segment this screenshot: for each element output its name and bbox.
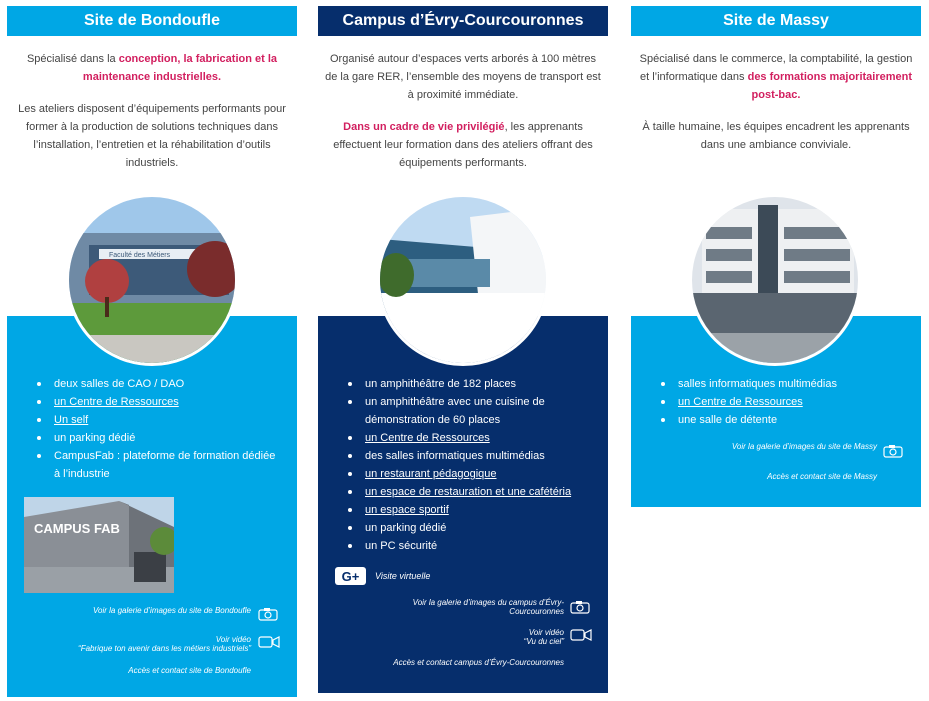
campusfab-photo	[24, 497, 174, 593]
list-item: une salle de détente	[661, 411, 907, 429]
massy-intro-highlight: des formations majoritairement post-bac.	[747, 71, 913, 101]
massy-intro-text: Spécialisé dans le commerce, la comptabilité, la gestion et l’informatique dans	[639, 53, 913, 83]
evry-intro-text: , les apprenants effectuent leur formation dans des ateliers offrant des équipements performants.	[333, 121, 593, 169]
massy-contact-link[interactable]: Accès et contact site de Massy	[767, 472, 877, 481]
video-link-label: Voir vidéo	[215, 635, 251, 644]
massy-gallery-link[interactable]: Voir la galerie d’images du site de Massy	[731, 442, 877, 451]
list-item-link[interactable]: Un self	[37, 411, 283, 429]
massy-title: Site de Massy	[631, 6, 921, 36]
list-item: deux salles de CAO / DAO	[37, 375, 283, 393]
list-item: des salles informatiques multimédias	[348, 447, 594, 465]
virtual-visit-link[interactable]: Visite virtuelle	[375, 571, 431, 581]
list-item: un PC sécurité	[348, 537, 594, 555]
camera-icon[interactable]	[883, 444, 903, 458]
evry-column	[318, 0, 608, 186]
bondoufle-building-photo	[66, 194, 238, 366]
evry-intro-1: Organisé autour d’espaces verts arborés à 100 mètres de la gare RER, l’ensemble des moyens de transport est à proximité immédiate.	[325, 53, 601, 101]
video-link-title: “Fabrique ton avenir dans les métiers industriels”	[78, 644, 251, 653]
camera-icon[interactable]	[570, 600, 590, 614]
bondoufle-intro-highlight: conception, la fabrication et la maintenance industrielles.	[82, 53, 278, 83]
video-link-title: “Vu du ciel”	[523, 637, 564, 646]
evry-building-photo	[377, 194, 549, 366]
list-item: salles informatiques multimédias	[661, 375, 907, 393]
video-link-label: Voir vidéo	[528, 628, 564, 637]
list-item: un amphithéâtre de 182 places	[348, 375, 594, 393]
list-item-link[interactable]: un Centre de Ressources	[348, 429, 594, 447]
list-item: un parking dédié	[348, 519, 594, 537]
evry-features-box	[318, 316, 608, 693]
evry-gallery-link[interactable]: Voir la galerie d’images du campus d’Évry-Courcouronnes	[412, 598, 564, 616]
evry-intro	[318, 36, 608, 172]
list-item: un amphithéâtre avec une cuisine de démonstration de 60 places	[348, 393, 594, 429]
bondoufle-column	[7, 0, 297, 186]
bondoufle-features-list	[37, 375, 283, 483]
bondoufle-title: Site de Bondoufle	[7, 6, 297, 36]
massy-intro	[631, 36, 921, 154]
massy-column	[631, 0, 921, 168]
video-camera-icon[interactable]	[258, 636, 280, 648]
list-item-link[interactable]: un restaurant pédagogique	[348, 465, 594, 483]
evry-contact-link[interactable]: Accès et contact campus d’Évry-Courcouronnes	[393, 658, 564, 667]
evry-video-link[interactable]	[364, 628, 564, 646]
bondoufle-features-box	[7, 316, 297, 697]
bondoufle-intro-2: Les ateliers disposent d’équipements performants pour former à la production de solutions techniques dans l’installation, l’entretien et la réhabilitation d’outils industriels.	[18, 103, 286, 169]
bondoufle-contact-link[interactable]: Accès et contact site de Bondoufle	[128, 666, 251, 675]
massy-intro-2: À taille humaine, les équipes encadrent les apprenants dans une ambiance conviviale.	[642, 121, 910, 151]
list-item: un parking dédié	[37, 429, 283, 447]
bondoufle-intro-text: Spécialisé dans la	[26, 53, 119, 65]
google-plus-icon[interactable]: G+	[335, 567, 366, 585]
list-item-link[interactable]: un espace sportif	[348, 501, 594, 519]
list-item-link[interactable]: un Centre de Ressources	[37, 393, 283, 411]
bondoufle-intro	[7, 36, 297, 172]
list-item-link[interactable]: un espace de restauration et une cafétéria	[348, 483, 594, 501]
evry-title: Campus d’Évry-Courcouronnes	[318, 6, 608, 36]
massy-intro-1	[637, 50, 915, 104]
evry-intro-2	[324, 118, 602, 172]
bondoufle-video-link[interactable]	[11, 635, 251, 653]
massy-building-photo	[689, 194, 861, 366]
video-camera-icon[interactable]	[570, 629, 592, 641]
camera-icon[interactable]	[258, 607, 278, 621]
massy-features-list	[661, 375, 907, 429]
bondoufle-intro-1	[13, 50, 291, 86]
campusfab-sign: CAMPUS FAB	[34, 521, 120, 536]
list-item: CampusFab : plateforme de formation dédiée à l’industrie	[37, 447, 283, 483]
building-sign: Faculté des Métiers	[109, 252, 171, 259]
list-item-link[interactable]: un Centre de Ressources	[661, 393, 907, 411]
bondoufle-gallery-link[interactable]: Voir la galerie d’images du site de Bondoufle	[92, 606, 251, 615]
evry-intro-highlight: Dans un cadre de vie privilégié	[343, 121, 505, 133]
evry-features-list	[348, 375, 594, 555]
